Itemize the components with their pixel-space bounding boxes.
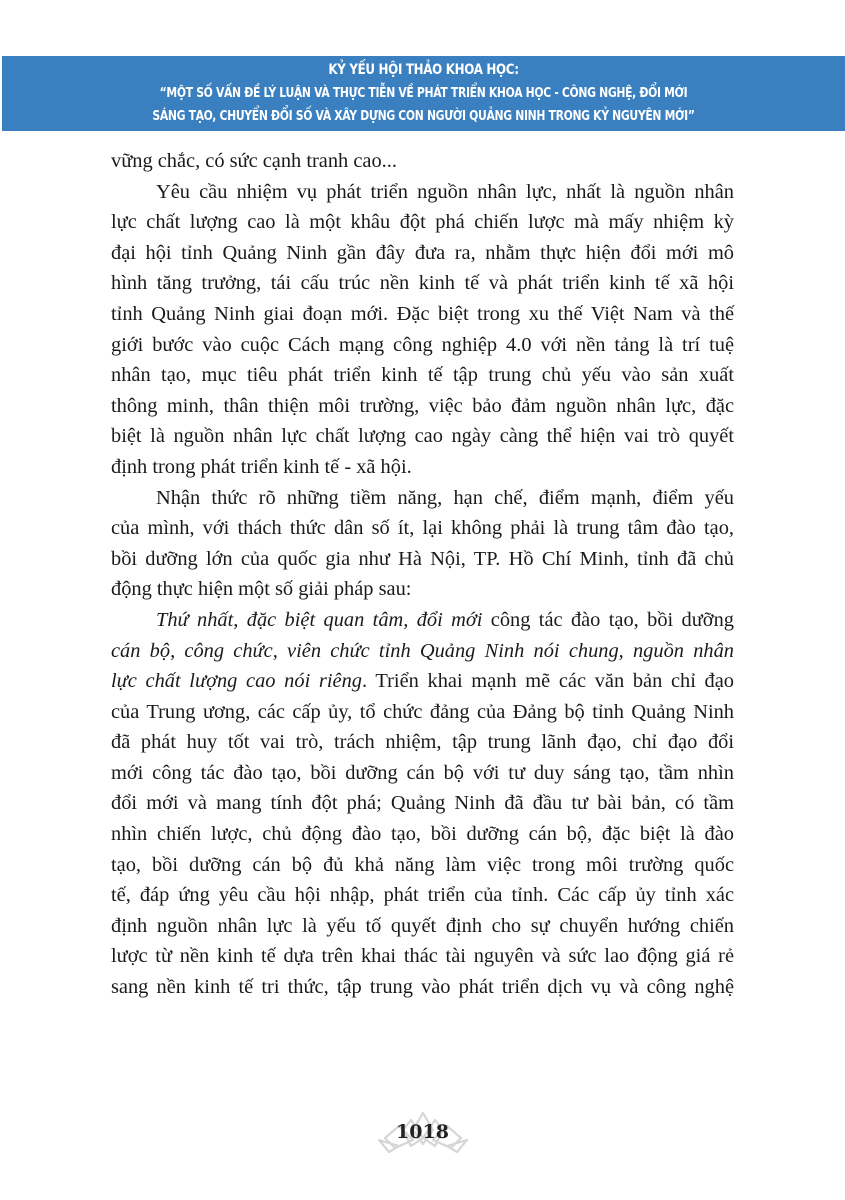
text-segment: đã phát huy tốt vai trò, trách nhiệm, tập trung lãnh đạo, chỉ đạo đổi	[111, 731, 734, 754]
text-line	[111, 697, 734, 728]
page-number: 1018	[396, 1121, 449, 1143]
body-text	[111, 146, 734, 1003]
text-segment: thông minh, thân thiện môi trường, việc bảo đảm nguồn nhân lực, đặc	[111, 394, 734, 417]
text-line	[111, 207, 734, 238]
text-line	[111, 788, 734, 819]
text-segment: hình tăng trưởng, tái cấu trúc nền kinh tế và phát triển kinh tế xã hội	[111, 272, 734, 295]
text-line	[111, 360, 734, 391]
text-segment: Yêu cầu nhiệm vụ phát triển nguồn nhân lực, nhất là nguồn nhân	[156, 180, 734, 203]
text-line	[111, 544, 734, 575]
text-line	[111, 391, 734, 422]
text-segment: tế, đáp ứng yêu cầu hội nhập, phát triển của tỉnh. Các cấp ủy tỉnh xác	[111, 884, 734, 907]
text-segment: tạo, bồi dưỡng cán bộ đủ khả năng làm việc trong môi trường quốc	[111, 853, 734, 876]
text-segment: của mình, với thách thức dân số ít, lại không phải là trung tâm đào tạo,	[111, 517, 734, 540]
text-line	[111, 850, 734, 881]
text-segment: của Trung ương, các cấp ủy, tổ chức đảng của Đảng bộ tỉnh Quảng Ninh	[111, 700, 734, 723]
italic-text: cán bộ, công chức, viên chức tỉnh Quảng Ninh nói chung, nguồn nhân	[111, 639, 734, 662]
text-line	[111, 268, 734, 299]
text-line	[111, 452, 734, 483]
text-line	[111, 238, 734, 269]
text-line	[111, 666, 734, 697]
text-line	[111, 421, 734, 452]
text-segment: đại hội tỉnh Quảng Ninh gần đây đưa ra, nhằm thực hiện đổi mới mô	[111, 241, 734, 264]
text-segment: công tác đào tạo, bồi dưỡng	[482, 608, 734, 631]
text-segment: vững chắc, có sức cạnh tranh cao...	[111, 150, 397, 172]
italic-text: Thứ nhất, đặc biệt quan tâm, đổi mới	[156, 608, 483, 631]
text-segment: mới công tác đào tạo, bồi dưỡng cán bộ với tư duy sáng tạo, tầm nhìn	[111, 761, 734, 784]
text-segment: Nhận thức rõ những tiềm năng, hạn chế, điểm mạnh, điểm yếu	[156, 486, 734, 509]
italic-text: lực chất lượng cao nói riêng	[111, 670, 362, 693]
text-segment: tỉnh Quảng Ninh giai đoạn mới. Đặc biệt trong xu thế Việt Nam và thế	[111, 302, 734, 325]
text-line	[111, 636, 734, 667]
running-header	[2, 56, 845, 131]
text-line	[111, 330, 734, 361]
text-line	[111, 299, 734, 330]
header-subtitle-line-1: “MỘT SỐ VẤN ĐỀ LÝ LUẬN VÀ THỰC TIỄN VỀ PHÁT TRIỂN KHOA HỌC - CÔNG NGHỆ, ĐỔI MỚI	[159, 86, 688, 101]
text-line	[111, 972, 734, 1003]
text-line	[111, 483, 734, 514]
text-segment: nhìn chiến lược, chủ động đào tạo, bồi dưỡng cán bộ, đặc biệt là đào	[111, 823, 734, 846]
text-line	[111, 146, 734, 177]
text-segment: biệt là nguồn nhân lực chất lượng cao ngày càng thể hiện vai trò quyết	[111, 425, 734, 448]
text-line	[111, 727, 734, 758]
text-line	[111, 880, 734, 911]
header-title: KỶ YẾU HỘI THẢO KHOA HỌC:	[328, 62, 519, 78]
text-segment: sang nền kinh tế tri thức, tập trung vào phát triển dịch vụ và công nghệ	[111, 976, 734, 999]
text-line	[111, 819, 734, 850]
text-segment: lược từ nền kinh tế dựa trên khai thác tài nguyên và sức lao động giá rẻ	[111, 945, 734, 968]
text-segment: đổi mới và mang tính đột phá; Quảng Ninh đã đầu tư bài bản, có tầm	[111, 792, 734, 815]
text-segment: định trong phát triển kinh tế - xã hội.	[111, 455, 412, 478]
text-segment: nhân tạo, mục tiêu phát triển kinh tế tập trung chủ yếu vào sản xuất	[111, 364, 734, 387]
text-line	[111, 513, 734, 544]
text-segment: giới bước vào cuộc Cách mạng công nghiệp 4.0 với nền tảng là trí tuệ	[111, 333, 734, 356]
text-line	[111, 911, 734, 942]
text-line	[111, 941, 734, 972]
text-line	[111, 605, 734, 636]
text-segment: định nguồn nhân lực là yếu tố quyết định cho sự chuyển hướng chiến	[111, 914, 734, 937]
text-line	[111, 574, 734, 605]
text-segment: . Triển khai mạnh mẽ các văn bản chỉ đạo	[361, 670, 734, 693]
text-line	[111, 177, 734, 208]
text-segment: động thực hiện một số giải pháp sau:	[111, 578, 412, 601]
text-segment: lực chất lượng cao là một khâu đột phá chiến lược mà mấy nhiệm kỳ	[111, 211, 734, 234]
header-subtitle-line-2: SÁNG TẠO, CHUYỂN ĐỔI SỐ VÀ XÂY DỰNG CON NGƯỜI QUẢNG NINH TRONG KỶ NGUYÊN MỚI”	[152, 109, 695, 124]
text-segment: bồi dưỡng lớn của quốc gia như Hà Nội, TP. Hồ Chí Minh, tỉnh đã chủ	[111, 547, 734, 570]
text-line	[111, 758, 734, 789]
